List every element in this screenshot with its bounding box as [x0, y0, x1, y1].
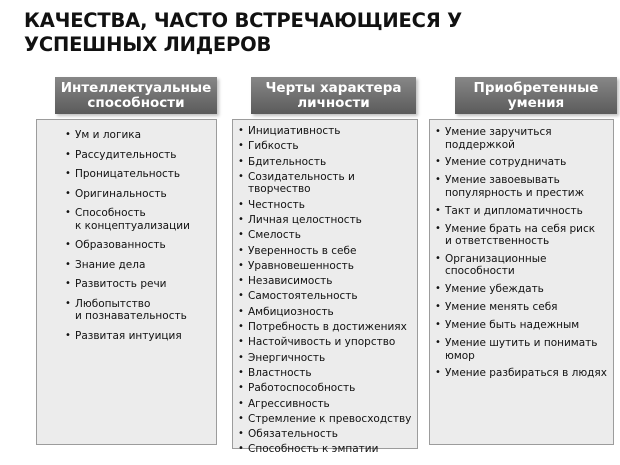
list-item: • Любопытство и познавательность — [75, 298, 216, 323]
list-item: • Проницательность — [75, 168, 216, 181]
list-item: • Инициативность — [248, 125, 417, 138]
column-header-line: Приобретенные — [473, 79, 599, 96]
list-item: • Умение менять себя — [445, 301, 613, 314]
list-item: • Умение завоевывать популярность и престиж — [445, 174, 613, 199]
list-item: • Организационные способности — [445, 253, 613, 278]
list-item: • Стремление к превосходству — [248, 413, 417, 426]
list-item: • Ум и логика — [75, 129, 216, 142]
list-item: • Умение заручиться поддержкой — [445, 126, 613, 151]
list-item: • Смелость — [248, 229, 417, 242]
column-header-character — [251, 77, 416, 114]
list-item: • Знание дела — [75, 259, 216, 272]
list-item: • Умение разбираться в людях — [445, 367, 613, 380]
list-item: • Агрессивность — [248, 398, 417, 411]
list-item: • Энергичность — [248, 352, 417, 365]
column-header-line: способности — [87, 94, 185, 111]
list-item: • Честность — [248, 199, 417, 212]
list-item: • Уравновешенность — [248, 260, 417, 273]
list-item: • Умение шутить и понимать юмор — [445, 337, 613, 362]
character-traits-list — [232, 119, 418, 456]
column-header-line: умения — [507, 94, 565, 111]
list-item: • Умение быть надежным — [445, 319, 613, 332]
column-header-line: Интеллектуальные — [60, 79, 212, 96]
list-item: • Рассудительность — [75, 149, 216, 162]
column-header-line: Черты характера — [265, 79, 402, 96]
list-item: • Бдительность — [248, 156, 417, 169]
column-header-skills — [455, 77, 617, 114]
list-item: • Умение убеждать — [445, 283, 613, 296]
list-item: • Способность к концептуализации — [75, 207, 216, 232]
list-item: • Настойчивость и упорство — [248, 336, 417, 349]
list-item: • Созидательность и творчество — [248, 171, 417, 196]
column-header-intellectual — [55, 77, 217, 114]
list-item: • Умение сотрудничать — [445, 156, 613, 169]
list-item: • Потребность в достижениях — [248, 321, 417, 334]
column-header-line: личности — [297, 94, 370, 111]
list-item: • Умение брать на себя риск и ответственность — [445, 223, 613, 248]
list-item: • Развитость речи — [75, 278, 216, 291]
list-item: • Личная целостность — [248, 214, 417, 227]
list-item: • Независимость — [248, 275, 417, 288]
list-item: • Развитая интуиция — [75, 330, 216, 343]
list-item: • Властность — [248, 367, 417, 380]
title-line-2: УСПЕШНЫХ ЛИДЕРОВ — [24, 33, 272, 56]
list-item: • Способность к эмпатии — [248, 443, 417, 456]
list-item: • Обязательность — [248, 428, 417, 441]
page-title — [24, 9, 604, 57]
list-item: • Амбициозность — [248, 306, 417, 319]
title-line-1: КАЧЕСТВА, ЧАСТО ВСТРЕЧАЮЩИЕСЯ У — [24, 9, 462, 32]
list-item: • Работоспособность — [248, 382, 417, 395]
list-item: • Уверенность в себе — [248, 245, 417, 258]
list-item: • Оригинальность — [75, 188, 216, 201]
list-item: • Самостоятельность — [248, 290, 417, 303]
list-item: • Такт и дипломатичность — [445, 205, 613, 218]
list-item: • Гибкость — [248, 140, 417, 153]
list-item: • Образованность — [75, 239, 216, 252]
acquired-skills-list — [429, 119, 614, 445]
intellectual-abilities-list — [36, 119, 217, 445]
